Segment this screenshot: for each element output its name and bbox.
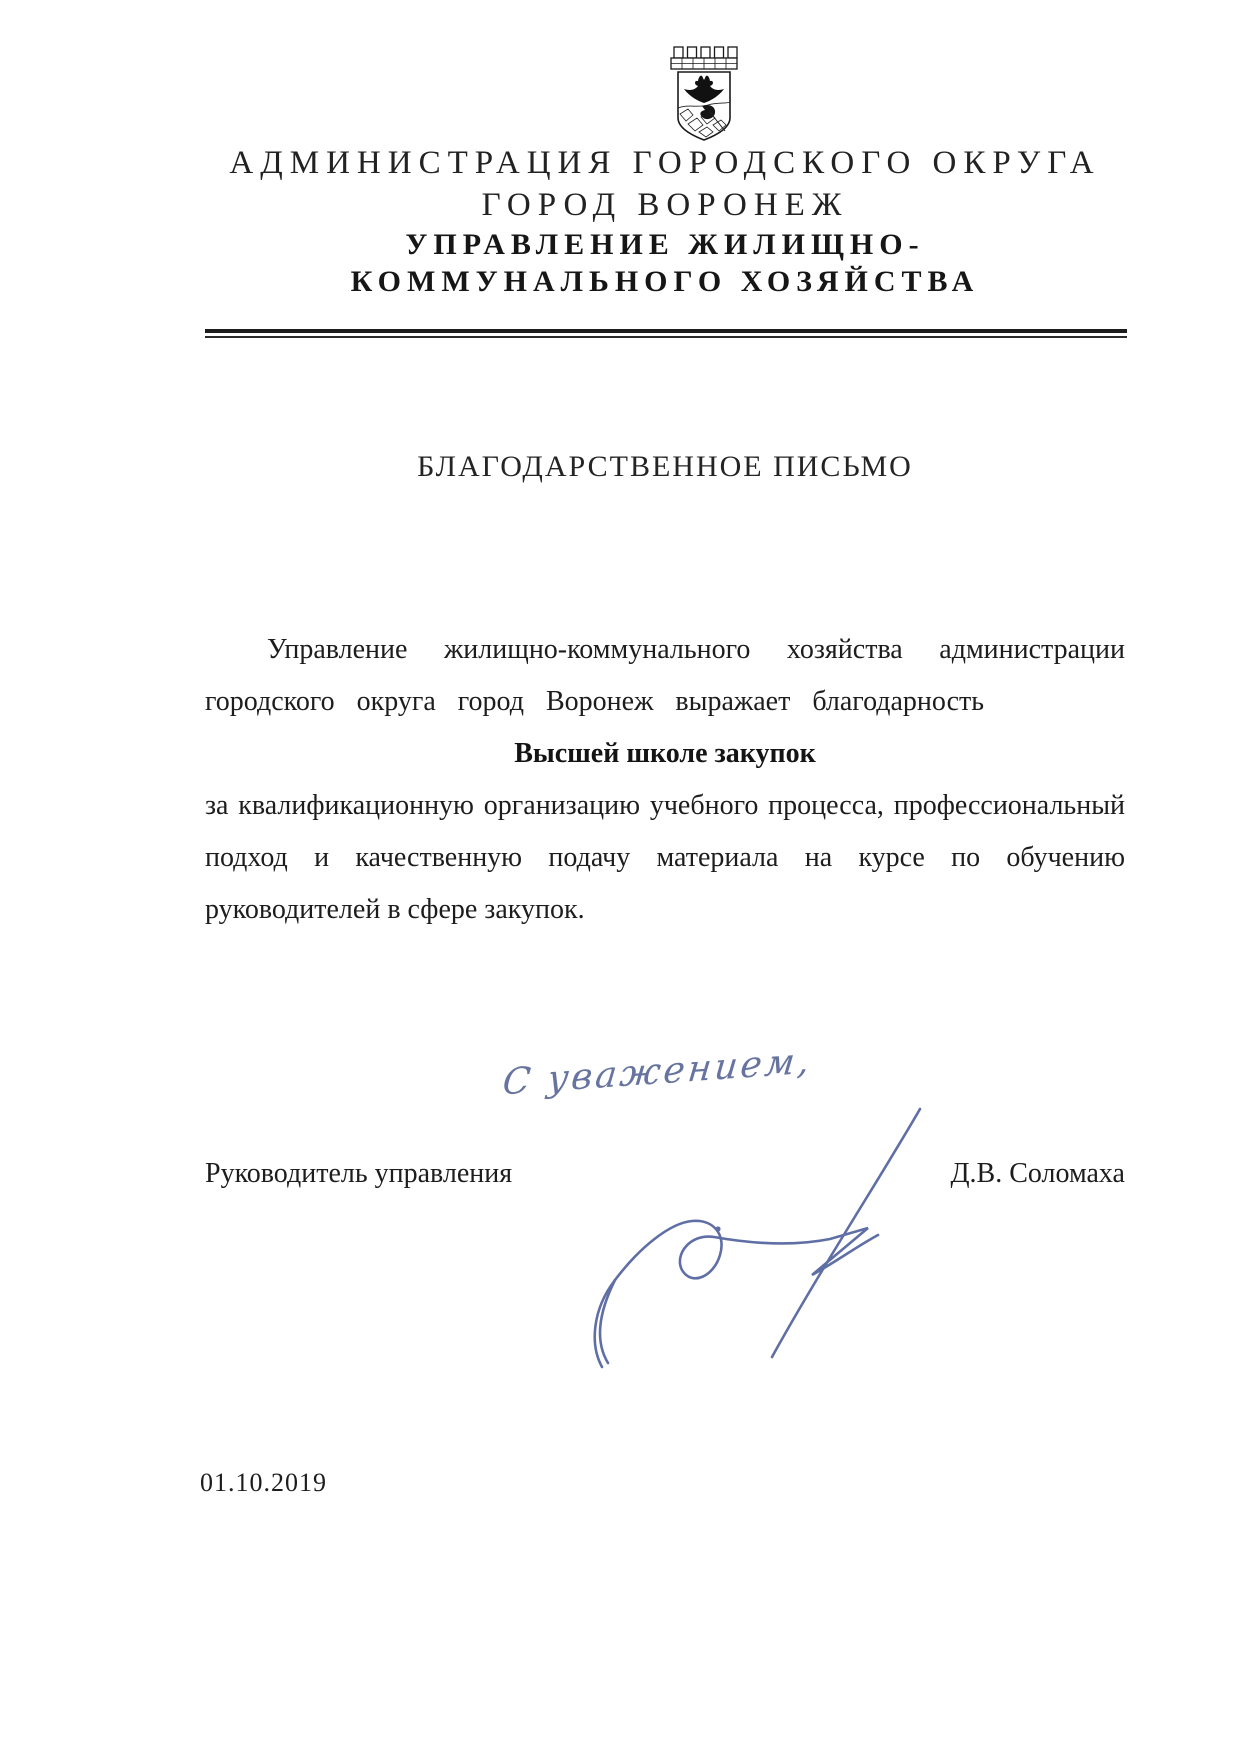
header-divider (205, 329, 1127, 338)
letter-body (205, 624, 1125, 936)
org-name-line2: ГОРОД ВОРОНЕЖ (481, 187, 849, 223)
body-line: Управление жилищно-коммунального хозяйства администрации (267, 634, 1125, 665)
document-date: 01.10.2019 (200, 1468, 327, 1497)
recipient-name: Высшей школе закупок (514, 738, 816, 769)
body-line: руководителей в сфере закупок. (205, 894, 585, 925)
signature-row (205, 1158, 1125, 1190)
handwritten-closing: С уважением, (500, 1040, 815, 1104)
body-line: городского округа город Воронеж выражает благодарность (205, 686, 985, 717)
voronezh-coat-of-arms-icon (668, 44, 740, 144)
signature-ink-flourish-icon (490, 1095, 970, 1375)
org-name-line1: АДМИНИСТРАЦИЯ ГОРОДСКОГО ОКРУГА (229, 145, 1101, 181)
letter-title: БЛАГОДАРСТВЕННОЕ ПИСЬМО (417, 450, 913, 483)
department-line2: КОММУНАЛЬНОГО ХОЗЯЙСТВА (350, 265, 980, 298)
signer-name: Д.В. Соломаха (950, 1158, 1125, 1189)
letterhead (205, 142, 1125, 300)
signer-position: Руководитель управления (205, 1158, 513, 1189)
body-line: за квалификационную организацию учебного процесса, профессиональный (205, 790, 1125, 821)
department-line1: УПРАВЛЕНИЕ ЖИЛИЩНО- (405, 228, 925, 261)
body-line: подход и качественную подачу материала на курсе по обучению (205, 842, 1125, 873)
